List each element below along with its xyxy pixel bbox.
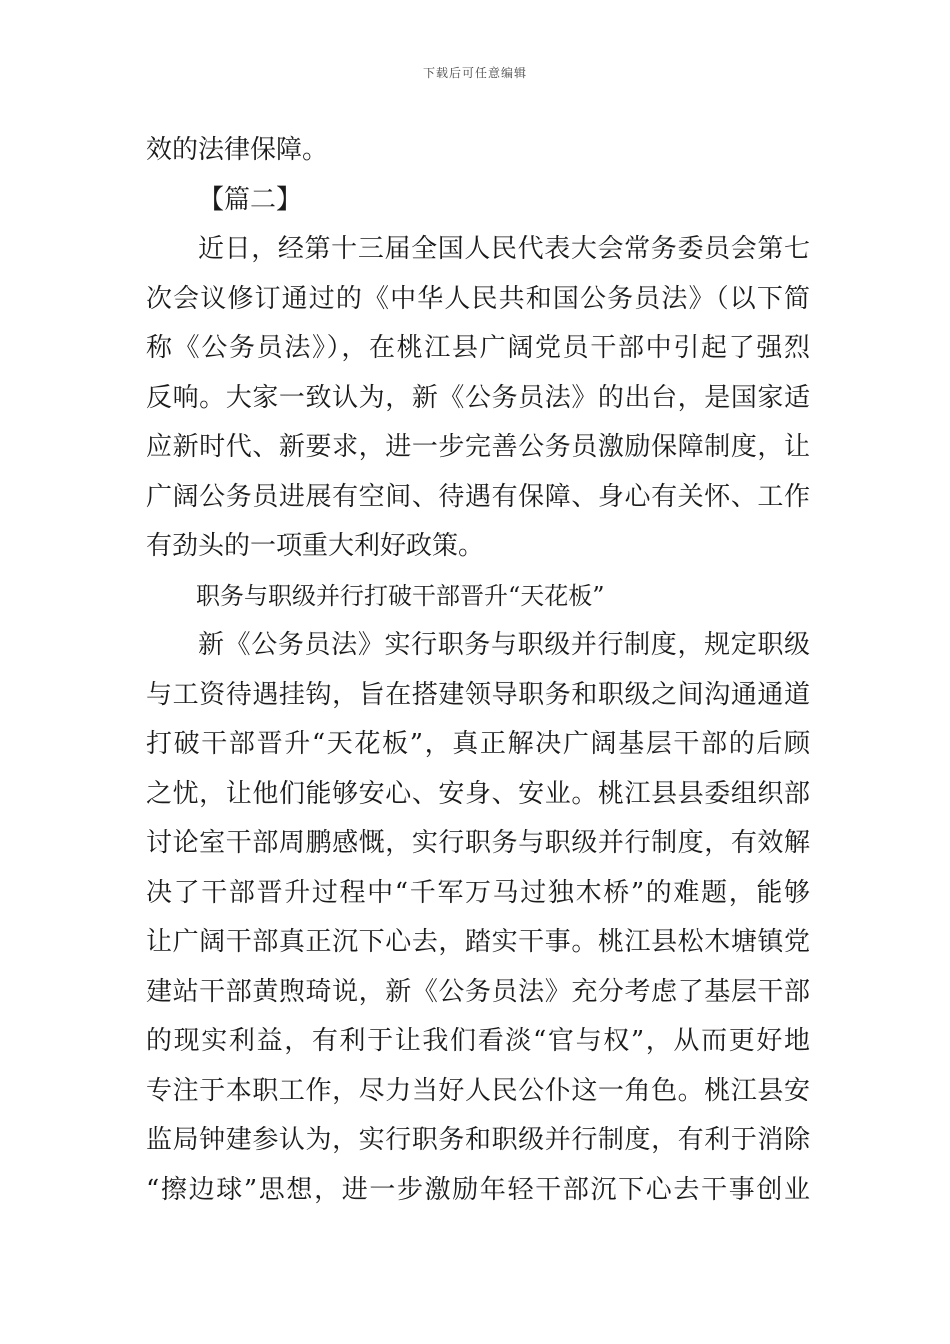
text-line: 监局钟建参认为，实行职务和职级并行制度，有利于消除	[146, 1125, 810, 1155]
page-header-note: 下载后可任意编辑	[422, 66, 527, 80]
text-line: 打破干部晋升“天花板”，真正解决广阔基层干部的后顾	[146, 729, 810, 759]
text-line: 效的法律保障。	[146, 135, 329, 165]
text-line: 有劲头的一项重大利好政策。	[146, 531, 485, 561]
document-body	[146, 126, 810, 1215]
text-line: 之忧，让他们能够安心、安身、安业。桃江县县委组织部	[146, 778, 810, 809]
text-line: 称《公务员法》），在桃江县广阔党员干部中引起了强烈	[146, 333, 810, 363]
text-line: 反响。大家一致认为，新《公务员法》的出台，是国家适	[146, 382, 810, 413]
text-line: 应新时代、新要求，进一步完善公务员激励保障制度，让	[146, 432, 810, 462]
text-line: 讨论室干部周鹏感慨，实行职务与职级并行制度，有效解	[146, 828, 810, 858]
text-line: “擦边球”思想，进一步激励年轻干部沉下心去干事创业	[146, 1174, 810, 1205]
text-line: 次会议修订通过的《中华人民共和国公务员法》（以下简	[146, 283, 810, 314]
text-line: 让广阔干部真正沉下心去，踏实干事。桃江县松木塘镇党	[146, 927, 810, 957]
text-line: 新《公务员法》实行职务与职级并行制度，规定职级	[198, 630, 810, 660]
subheading: 职务与职级并行打破干部晋升“天花板”	[196, 581, 605, 610]
text-line: 近日，经第十三届全国人民代表大会常务委员会第七	[198, 234, 810, 264]
section-heading: 【篇二】	[198, 184, 303, 215]
text-line: 广阔公务员进展有空间、待遇有保障、身心有关怀、工作	[146, 481, 810, 512]
text-line: 决了干部晋升过程中“千军万马过独木桥”的难题，能够	[146, 877, 810, 908]
text-line: 专注于本职工作，尽力当好人民公仆这一角色。桃江县安	[146, 1075, 810, 1106]
text-line: 建站干部黄煦琦说，新《公务员法》充分考虑了基层干部	[146, 976, 810, 1007]
text-line: 与工资待遇挂钩，旨在搭建领导职务和职级之间沟通通道	[146, 679, 810, 710]
text-line: 的现实利益，有利于让我们看淡“官与权”，从而更好地	[146, 1026, 810, 1056]
